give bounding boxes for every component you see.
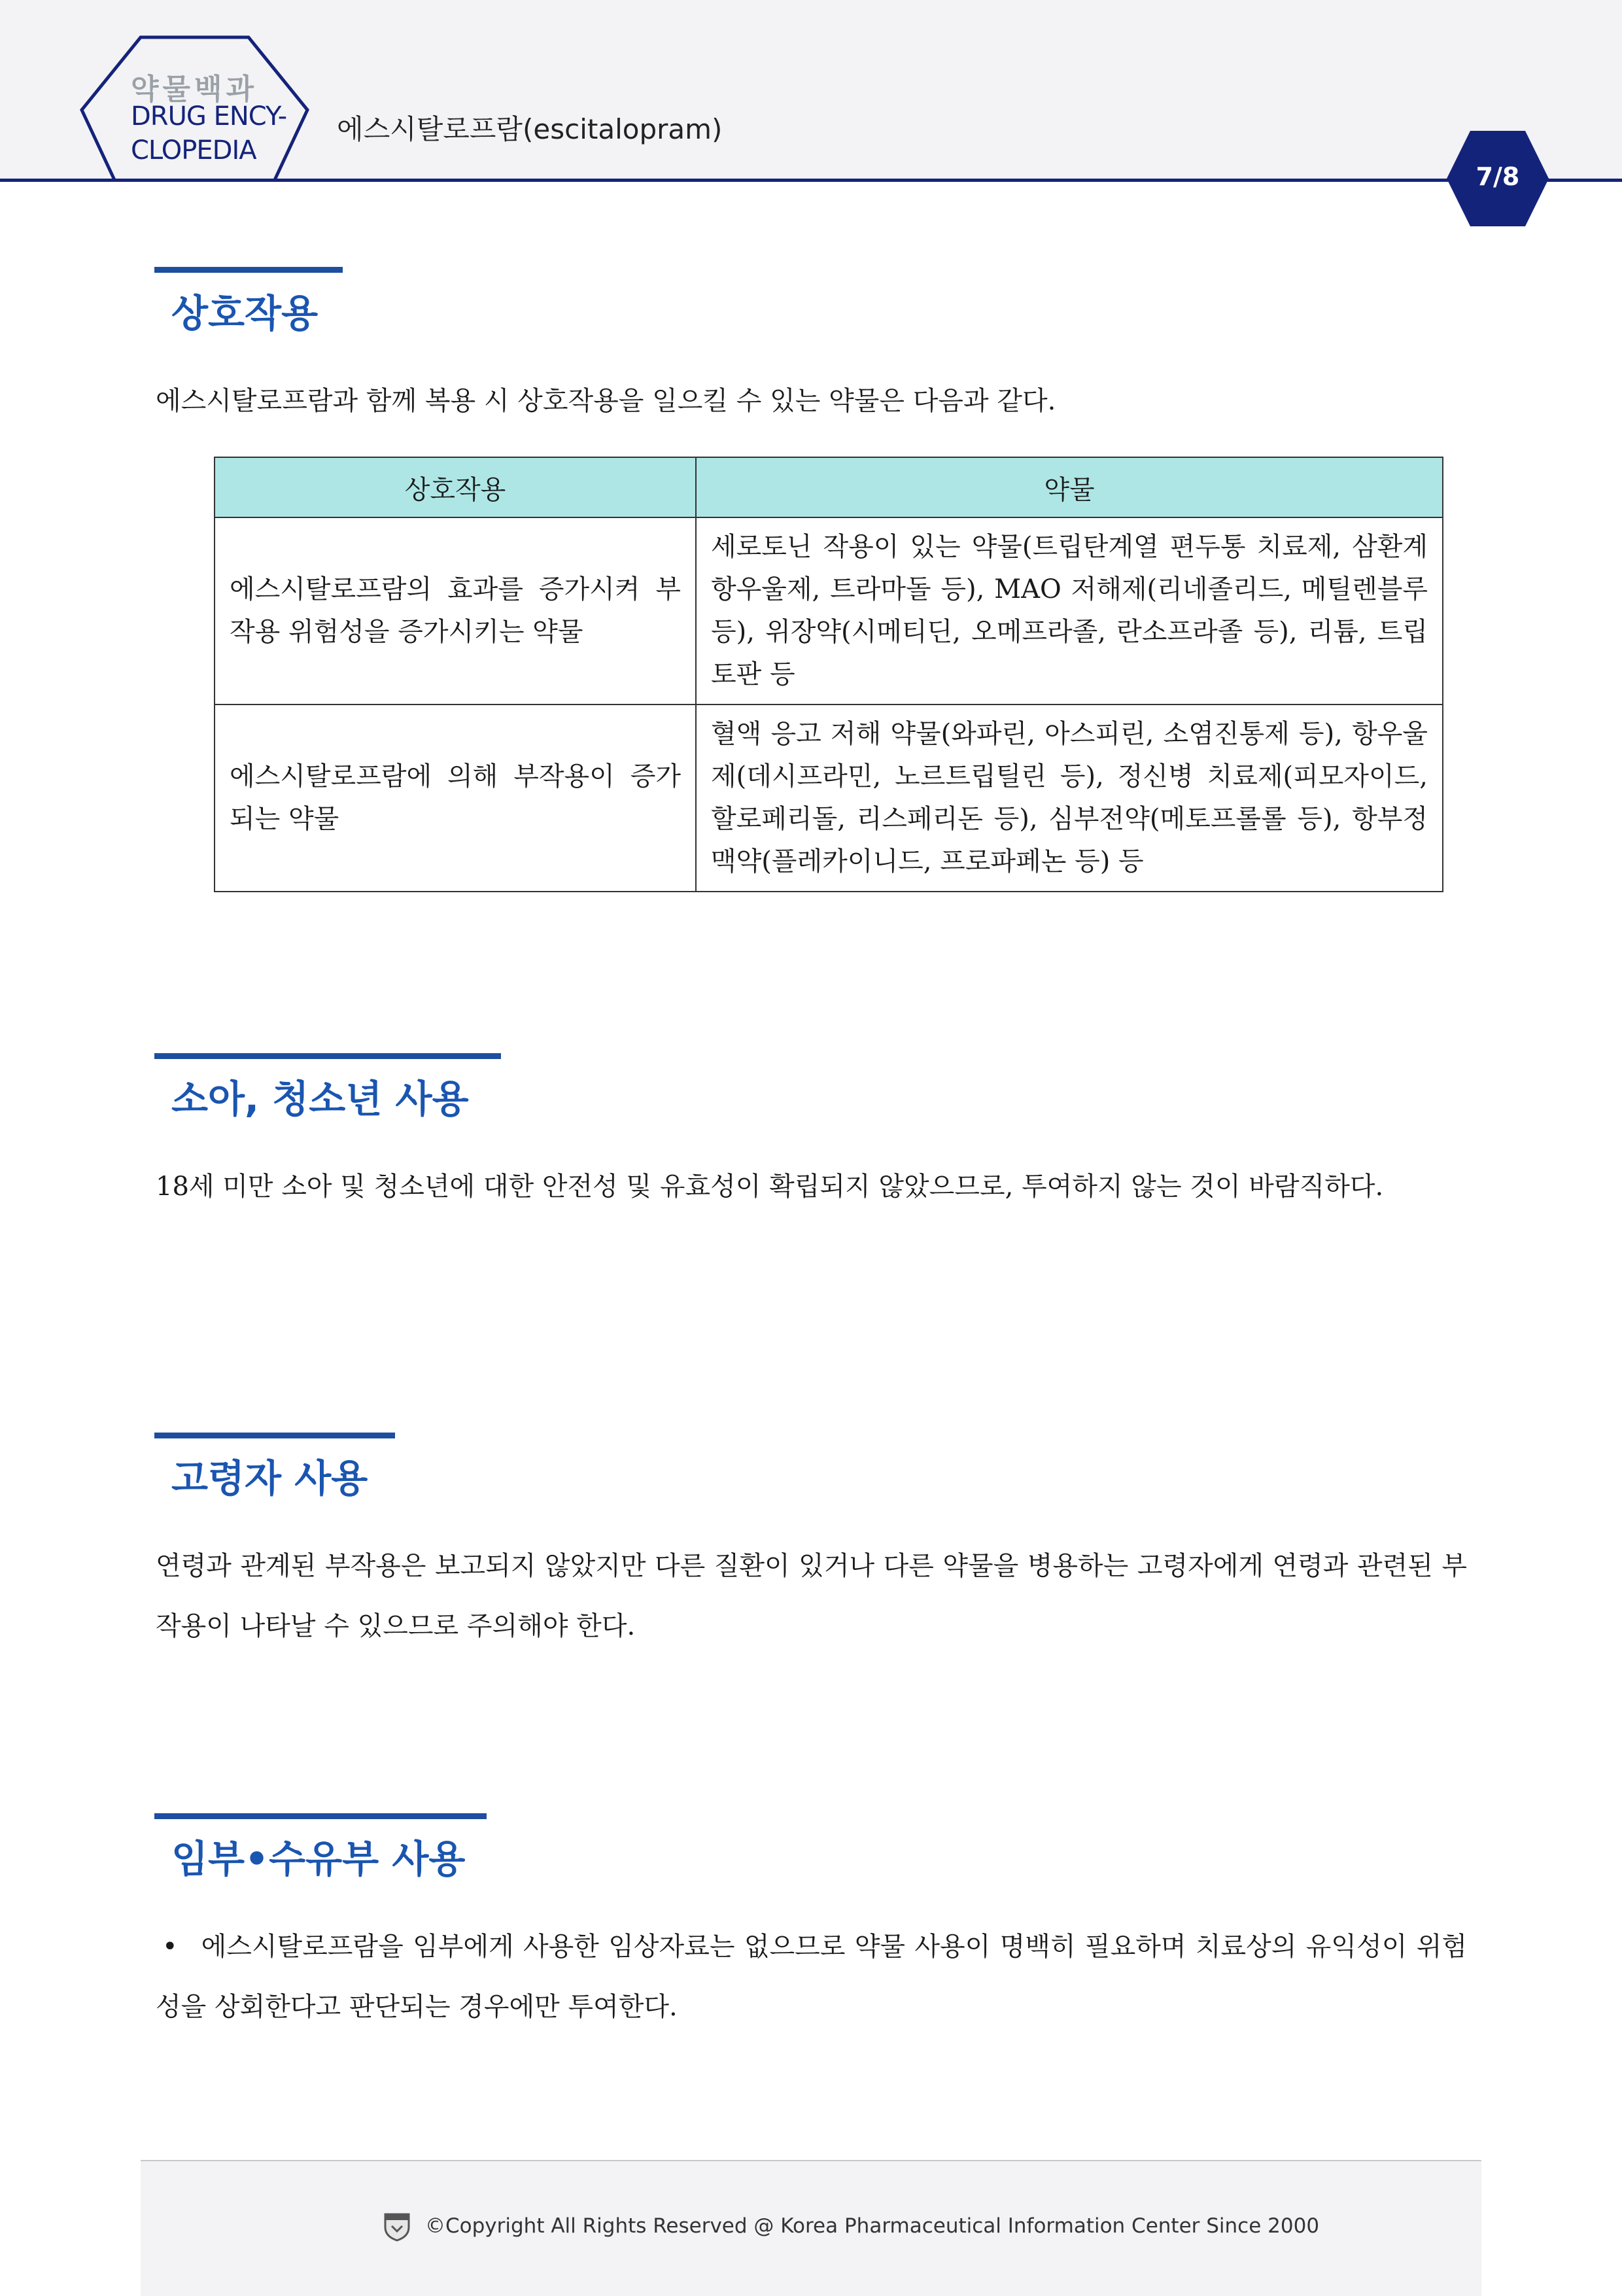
document-title: 에스시탈로프람(escitalopram): [337, 113, 723, 145]
logo-korean: 약물백과: [131, 73, 258, 106]
interaction-intro: 에스시탈로프람과 함께 복용 시 상호작용을 일으킬 수 있는 약물은 다음과 같다.: [156, 386, 1056, 416]
footer-copyright: ©Copyright All Rights Reserved @ Korea Pharmaceutical Information Center Since 2000: [425, 2214, 1320, 2238]
shield-crest-icon: [383, 2212, 411, 2242]
interaction-table: [214, 457, 1443, 892]
section-bar-interaction: [154, 267, 343, 273]
table-cell-drugs: 혈액 응고 저해 약물(와파린, 아스피린, 소염진통제 등), 항우울제(데시프라민, 노르트립틸린 등), 정신병 치료제(피모자이드, 할로페리돌, 리스페리돈 등), 심부전약(메토프롤롤 등), 항부정맥약(플레카이니드, 프로파페논 등) 등: [696, 704, 1443, 892]
pregnancy-text-body: 에스시탈로프람을 임부에게 사용한 임상자료는 없으므로 약물 사용이 명백히 필요하며 치료상의 유익성이 위험성을 상회한다고 판단되는 경우에만 투여한다.: [156, 1932, 1467, 2022]
table-header-row: [215, 457, 1443, 517]
table-header-drugs: 약물: [696, 457, 1443, 517]
section-title-interaction: 상호작용: [171, 291, 319, 336]
section-bar-pregnancy: [154, 1813, 487, 1819]
logo-english: DRUG ENCY- CLOPEDIA: [131, 101, 287, 165]
section-title-pregnancy: 임부•수유부 사용: [171, 1837, 466, 1881]
table-row: [215, 704, 1443, 892]
section-title-pediatric: 소아, 청소년 사용: [171, 1077, 469, 1121]
table-cell-drugs: 세로토닌 작용이 있는 약물(트립탄계열 편두통 치료제, 삼환계 항우울제, 트라마돌 등), MAO 저해제(리네졸리드, 메틸렌블루 등), 위장약(시메티딘, 오메프라졸, 란소프라졸 등), 리튬, 트립토판 등: [696, 517, 1443, 704]
table-cell-interaction: 에스시탈로프람에 의해 부작용이 증가되는 약물: [215, 704, 696, 892]
table-header-interaction: 상호작용: [215, 457, 696, 517]
section-title-elderly: 고령자 사용: [171, 1456, 368, 1501]
pregnancy-text: [156, 1917, 1467, 2037]
pediatric-text: 18세 미만 소아 및 청소년에 대한 안전성 및 유효성이 확립되지 않았으므로, 투여하지 않는 것이 바람직하다.: [156, 1172, 1384, 1202]
elderly-text: 연령과 관계된 부작용은 보고되지 않았지만 다른 질환이 있거나 다른 약물을 병용하는 고령자에게 연령과 관련된 부작용이 나타날 수 있으므로 주의해야 한다.: [156, 1551, 1467, 1641]
table-row: [215, 517, 1443, 704]
section-bar-pediatric: [154, 1053, 501, 1059]
table-cell-interaction: 에스시탈로프람의 효과를 증가시켜 부작용 위험성을 증가시키는 약물: [215, 517, 696, 704]
bullet: •: [162, 1932, 178, 1962]
page-number: 7/8: [1475, 162, 1520, 191]
section-bar-elderly: [154, 1433, 395, 1438]
